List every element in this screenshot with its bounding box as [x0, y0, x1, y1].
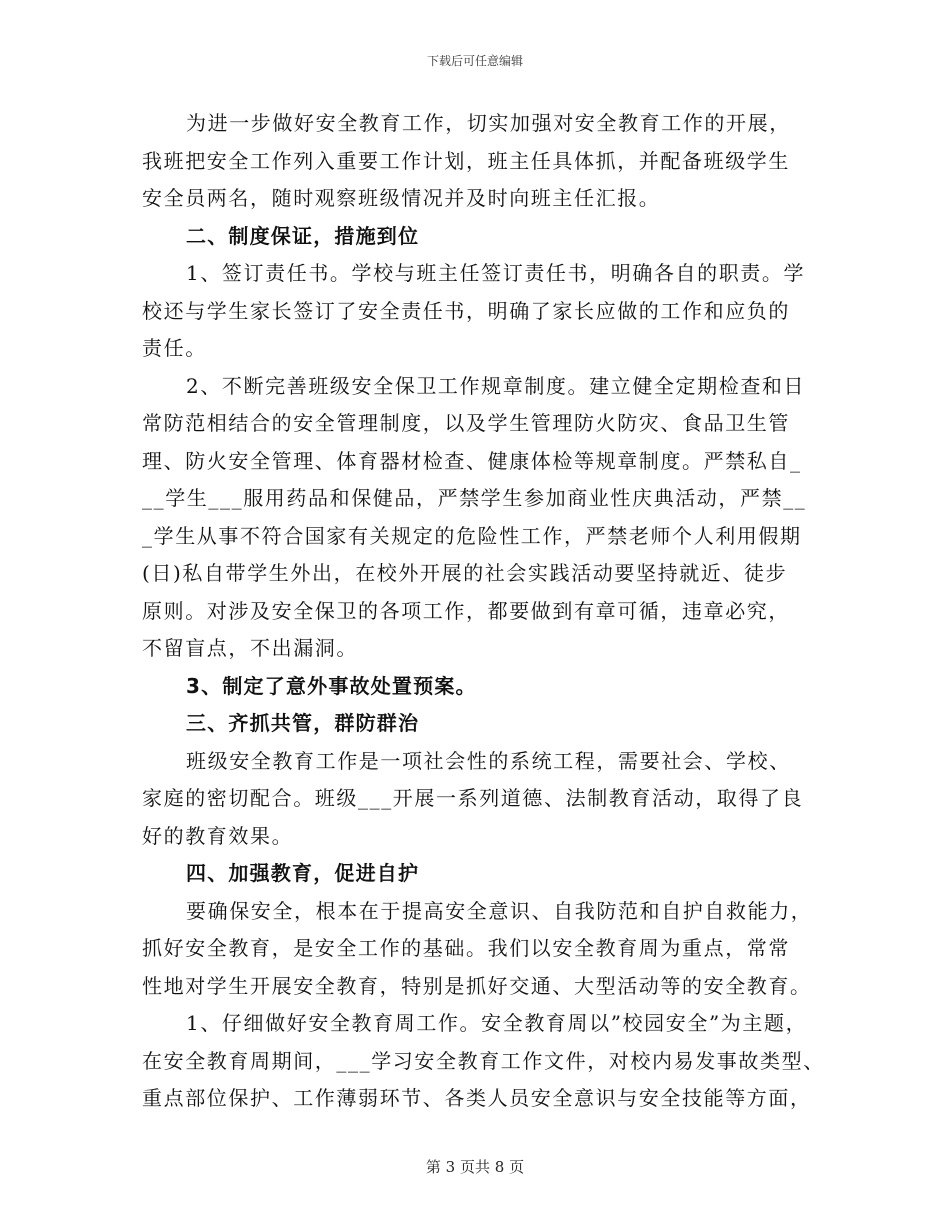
text-line: 性地对学生开展安全教育，特别是抓好交通、大型活动等的安全教育。: [142, 973, 812, 998]
section-heading: 三、齐抓共管，群防群治: [186, 711, 420, 735]
text-line: 1、仔细做好安全教育周工作。安全教育周以”校园安全”为主题，: [186, 1011, 808, 1035]
text-line: _学生从事不符合国家有关规定的危险性工作，严禁老师个人利用假期: [142, 523, 802, 548]
text-line: __学生___服用药品和保健品，严禁学生参加商业性庆典活动，严禁__: [142, 486, 807, 510]
text-line: 班级安全教育工作是一项社会性的系统工程，需要社会、学校、: [186, 748, 791, 773]
text-line: 常防范相结合的安全管理制度，以及学生管理防火防灾、食品卫生管: [142, 411, 790, 435]
text-line: 安全员两名，随时观察班级情况并及时向班主任汇报。: [142, 186, 661, 210]
text-line: 要确保安全，根本在于提高安全意识、自我防范和自护自救能力，: [186, 898, 813, 923]
text-line: 原则。对涉及安全保卫的各项工作，都要做到有章可循，违章必究，: [142, 598, 790, 623]
text-line: 我班把安全工作列入重要工作计划，班主任具体抓，并配备班级学生: [142, 148, 790, 173]
text-line: (日)私自带学生外出，在校外开展的社会实践活动要坚持就近、徒步: [142, 561, 788, 585]
text-line: 家庭的密切配合。班级___开展一系列道德、法制教育活动，取得了良: [142, 786, 804, 810]
text-line: 在安全教育周期间，___学习安全教育工作文件，对校内易发事故类型、: [142, 1048, 825, 1073]
text-line: 1、签订责任书。学校与班主任签订责任书，明确各自的职责。学: [186, 261, 806, 285]
text-line: 理、防火安全管理、体育器材检查、健康体检等规章制度。严禁私自_: [142, 448, 802, 473]
section-heading: 二、制度保证，措施到位: [186, 223, 420, 248]
page-number: 第 3 页共 8 页: [425, 1158, 525, 1176]
page-header: 下载后可任意编辑: [426, 54, 523, 68]
section-heading: 四、加强教育，促进自护: [186, 861, 420, 885]
text-line: 不留盲点，不出漏洞。: [142, 636, 358, 660]
section-heading: 3、制定了意外事故处置预案。: [186, 673, 477, 698]
text-line: 2、不断完善班级安全保卫工作规章制度。建立健全定期检查和日: [186, 373, 806, 398]
text-line: 好的教育效果。: [142, 823, 294, 848]
text-line: 抓好安全教育，是安全工作的基础。我们以安全教育周为重点，常常: [142, 936, 790, 960]
text-line: 为进一步做好安全教育工作，切实加强对安全教育工作的开展，: [186, 111, 791, 135]
text-line: 重点部位保护、工作薄弱环节、各类人员安全意识与安全技能等方面，: [142, 1086, 812, 1110]
document-body: [142, 105, 825, 1118]
text-line: 校还与学生家长签订了安全责任书，明确了家长应做的工作和应负的: [142, 298, 790, 323]
text-line: 责任。: [142, 336, 207, 360]
